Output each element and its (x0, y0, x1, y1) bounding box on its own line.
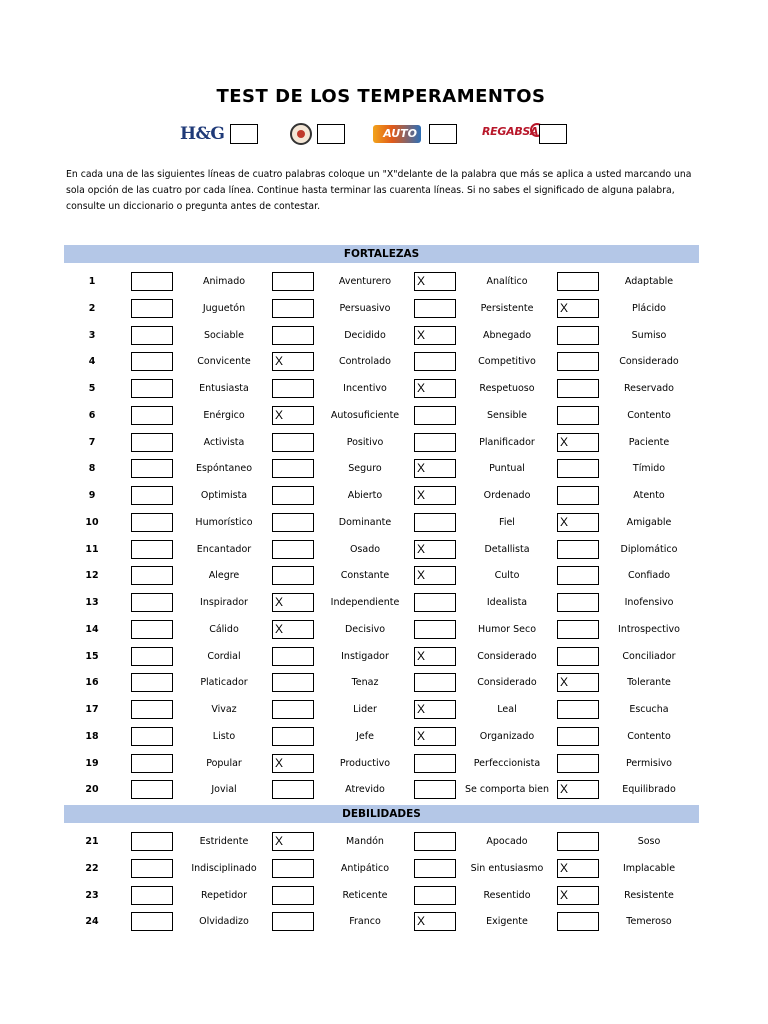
x-mark: X (417, 461, 426, 476)
option-label: Seguro (348, 463, 382, 475)
option-label: Popular (206, 757, 242, 769)
question-row (0, 299, 768, 321)
answer-checkbox[interactable] (557, 859, 599, 878)
row-number: 24 (85, 916, 99, 928)
option-label: Se comporta bien (464, 784, 550, 796)
option-label: Plácido (632, 302, 666, 314)
option-label: Organizado (479, 730, 535, 742)
answer-checkbox[interactable] (131, 406, 173, 425)
answer-checkbox[interactable] (414, 754, 456, 773)
answer-checkbox[interactable] (131, 566, 173, 585)
answer-checkbox[interactable] (131, 593, 173, 612)
x-mark: X (417, 648, 426, 663)
option-label: Tenaz (351, 677, 379, 689)
option-label: Introspectivo (618, 623, 680, 635)
regabsa-logo: REGABSA (482, 125, 539, 138)
option-label: Considerado (477, 650, 537, 662)
option-label: Diplomático (620, 543, 678, 555)
instructions-text: En cada una de las siguientes líneas de cuatro palabras coloque un "X"delante de la palabra que más se aplica a usted marcando una sola opción de las cuatro por cada línea. Continue hasta terminar las cuarenta líneas. Si no sabes el significado de alguna palabra, consulte un diccionario o pregunta antes de contestar. (66, 169, 692, 212)
x-mark: X (560, 887, 569, 902)
option-label: Tolerante (627, 677, 671, 689)
answer-checkbox[interactable] (272, 754, 314, 773)
row-number: 21 (85, 836, 99, 847)
answer-checkbox[interactable] (414, 326, 456, 345)
option-label: Humorístico (195, 516, 253, 528)
option-label: Apocado (486, 836, 528, 847)
question-row (0, 886, 768, 908)
x-mark: X (560, 675, 569, 690)
option-label: Osado (349, 543, 381, 555)
option-label: Franco (349, 916, 381, 928)
answer-checkbox[interactable] (131, 379, 173, 398)
x-mark: X (417, 488, 426, 502)
answer-checkbox[interactable] (414, 433, 456, 452)
x-mark: X (417, 381, 426, 395)
answer-checkbox[interactable] (557, 459, 599, 478)
answer-checkbox[interactable] (414, 912, 456, 931)
answer-checkbox[interactable] (131, 647, 173, 666)
option-label: Inspirador (200, 597, 248, 608)
option-label: Analítico (486, 276, 528, 287)
answer-checkbox[interactable] (557, 433, 599, 452)
section-header-debilidades: DEBILIDADES (64, 805, 699, 823)
answer-checkbox[interactable] (131, 859, 173, 878)
option-label: Leal (497, 704, 517, 715)
option-label: Animado (202, 276, 246, 287)
option-label: Equilibrado (622, 784, 676, 796)
option-label: Indisciplinado (191, 862, 257, 874)
row-number: 20 (85, 784, 99, 796)
answer-checkbox[interactable] (272, 513, 314, 532)
option-label: Convicente (197, 356, 251, 368)
answer-checkbox[interactable] (557, 566, 599, 585)
answer-checkbox[interactable] (414, 352, 456, 371)
question-row (0, 433, 768, 455)
option-label: Reticente (342, 889, 388, 901)
option-label: Resentido (483, 889, 531, 901)
option-label: Competitivo (478, 356, 536, 368)
answer-checkbox[interactable] (272, 859, 314, 878)
answer-checkbox[interactable] (272, 700, 314, 719)
question-row (0, 673, 768, 695)
option-label: Contento (627, 409, 671, 421)
answer-checkbox[interactable] (557, 754, 599, 773)
answer-checkbox[interactable] (272, 727, 314, 746)
answer-checkbox[interactable] (557, 593, 599, 612)
option-label: Detallista (484, 543, 530, 555)
answer-checkbox[interactable] (557, 673, 599, 692)
option-label: Decisivo (344, 623, 386, 635)
answer-checkbox[interactable] (272, 886, 314, 905)
row-number: 4 (88, 356, 96, 368)
answer-checkbox[interactable] (131, 459, 173, 478)
answer-checkbox[interactable] (414, 513, 456, 532)
question-row (0, 647, 768, 669)
option-label: Adaptable (624, 276, 674, 287)
answer-checkbox[interactable] (272, 647, 314, 666)
option-label: Paciente (628, 436, 670, 448)
answer-checkbox[interactable] (131, 540, 173, 559)
option-label: Sensible (487, 409, 527, 421)
question-row (0, 459, 768, 481)
row-number: 5 (88, 383, 96, 394)
row-number: 6 (88, 409, 96, 421)
option-label: Independiente (330, 597, 400, 608)
row-number: 23 (85, 889, 99, 901)
question-row (0, 754, 768, 776)
option-label: Sociable (203, 329, 245, 341)
option-label: Cordial (207, 650, 241, 662)
answer-checkbox[interactable] (131, 912, 173, 931)
answer-checkbox[interactable] (272, 593, 314, 612)
option-label: Resistente (624, 889, 674, 901)
option-label: Persuasivo (339, 302, 391, 314)
answer-checkbox[interactable] (557, 326, 599, 345)
answer-checkbox[interactable] (414, 540, 456, 559)
option-label: Juguetón (202, 302, 246, 314)
option-label: Autosuficiente (330, 409, 400, 421)
x-mark: X (417, 568, 426, 583)
answer-checkbox[interactable] (557, 379, 599, 398)
row-number: 1 (88, 276, 96, 287)
answer-checkbox[interactable] (131, 433, 173, 452)
answer-checkbox[interactable] (557, 886, 599, 905)
answer-checkbox[interactable] (272, 486, 314, 505)
row-number: 7 (88, 436, 96, 448)
option-label: Tímido (632, 463, 666, 475)
option-label: Confiado (627, 570, 671, 582)
answer-checkbox[interactable] (131, 513, 173, 532)
option-label: Controlado (338, 356, 391, 368)
question-row (0, 486, 768, 508)
option-label: Exigente (486, 916, 528, 928)
answer-checkbox[interactable] (272, 673, 314, 692)
option-label: Reservado (623, 383, 674, 394)
option-label: Escucha (629, 704, 669, 715)
answer-checkbox[interactable] (414, 700, 456, 719)
option-label: Platicador (200, 677, 248, 689)
x-mark: X (275, 407, 284, 422)
answer-checkbox[interactable] (414, 673, 456, 692)
option-label: Contento (627, 730, 671, 742)
option-label: Ordenado (483, 490, 531, 501)
row-number: 13 (85, 597, 99, 608)
answer-checkbox[interactable] (414, 566, 456, 585)
answer-checkbox[interactable] (414, 780, 456, 799)
answer-checkbox[interactable] (414, 886, 456, 905)
option-label: Lider (353, 704, 377, 715)
option-label: Olvidadizo (199, 916, 249, 928)
option-label: Culto (494, 570, 520, 582)
answer-checkbox[interactable] (272, 620, 314, 639)
x-mark: X (417, 274, 426, 288)
row-number: 11 (85, 543, 99, 555)
question-row (0, 326, 768, 348)
option-label: Inofensivo (624, 597, 674, 608)
option-label: Entusiasta (199, 383, 249, 394)
row-number: 22 (85, 862, 99, 874)
question-row (0, 727, 768, 749)
answer-checkbox[interactable] (131, 620, 173, 639)
option-label: Productivo (339, 757, 391, 769)
question-row (0, 272, 768, 294)
answer-checkbox[interactable] (557, 540, 599, 559)
option-label: Antipático (340, 862, 390, 874)
answer-checkbox[interactable] (557, 406, 599, 425)
x-mark: X (560, 514, 569, 529)
x-mark: X (275, 834, 284, 848)
option-label: Positivo (346, 436, 384, 448)
answer-checkbox[interactable] (272, 780, 314, 799)
answer-checkbox[interactable] (557, 727, 599, 746)
answer-checkbox[interactable] (272, 272, 314, 291)
row-number: 19 (85, 757, 99, 769)
answer-checkbox[interactable] (272, 912, 314, 931)
x-mark: X (417, 702, 426, 716)
option-label: Amigable (626, 516, 672, 528)
row-number: 3 (88, 329, 96, 341)
option-label: Fiel (499, 516, 515, 528)
option-label: Espóntaneo (195, 463, 253, 475)
answer-checkbox[interactable] (557, 352, 599, 371)
answer-checkbox[interactable] (414, 299, 456, 318)
option-label: Permisivo (626, 757, 672, 769)
option-label: Idealista (486, 597, 528, 608)
option-label: Encantador (196, 543, 252, 555)
option-label: Atrevido (345, 784, 385, 796)
option-label: Mandón (346, 836, 384, 847)
answer-checkbox[interactable] (557, 780, 599, 799)
option-label: Aventurero (338, 276, 392, 287)
answer-checkbox[interactable] (131, 673, 173, 692)
answer-checkbox[interactable] (272, 379, 314, 398)
question-row (0, 540, 768, 562)
answer-checkbox[interactable] (272, 459, 314, 478)
x-mark: X (560, 860, 569, 875)
answer-checkbox[interactable] (557, 620, 599, 639)
option-label: Instigador (341, 650, 389, 662)
answer-checkbox[interactable] (131, 754, 173, 773)
answer-checkbox[interactable] (414, 727, 456, 746)
question-row (0, 832, 768, 854)
answer-checkbox[interactable] (414, 647, 456, 666)
option-label: Abnegado (482, 329, 532, 341)
hg-checkbox[interactable] (230, 124, 258, 144)
option-label: Alegre (208, 570, 240, 582)
question-row (0, 780, 768, 802)
row-number: 14 (85, 623, 99, 635)
answer-checkbox[interactable] (272, 326, 314, 345)
question-row (0, 593, 768, 615)
answer-checkbox[interactable] (414, 593, 456, 612)
x-mark: X (417, 327, 426, 342)
answer-checkbox[interactable] (557, 700, 599, 719)
answer-checkbox[interactable] (131, 727, 173, 746)
option-label: Sin entusiasmo (470, 862, 544, 874)
option-label: Planificador (479, 436, 535, 448)
answer-checkbox[interactable] (131, 272, 173, 291)
answer-checkbox[interactable] (272, 352, 314, 371)
option-label: Abierto (347, 490, 383, 501)
answer-checkbox[interactable] (557, 832, 599, 851)
question-row (0, 700, 768, 722)
x-mark: X (417, 914, 426, 929)
answer-checkbox[interactable] (272, 540, 314, 559)
answer-checkbox[interactable] (557, 647, 599, 666)
answer-checkbox[interactable] (131, 486, 173, 505)
answer-checkbox[interactable] (557, 299, 599, 318)
option-label: Decidido (344, 329, 386, 341)
x-mark: X (275, 755, 284, 770)
option-label: Atento (633, 490, 665, 501)
option-label: Respetuoso (479, 383, 535, 394)
x-mark: X (560, 434, 569, 449)
answer-checkbox[interactable] (414, 620, 456, 639)
answer-checkbox[interactable] (414, 859, 456, 878)
section-header-fortalezas: FORTALEZAS (64, 245, 699, 263)
question-row (0, 379, 768, 401)
option-label: Jovial (211, 784, 237, 796)
row-number: 18 (85, 730, 99, 742)
row-number: 9 (88, 490, 96, 501)
answer-checkbox[interactable] (414, 486, 456, 505)
option-label: Perfeccionista (473, 757, 541, 769)
option-label: Repetidor (200, 889, 247, 901)
option-label: Persistente (480, 302, 534, 314)
option-label: Sumiso (631, 329, 667, 341)
option-label: Puntual (489, 463, 525, 475)
x-mark: X (417, 541, 426, 556)
question-row (0, 352, 768, 374)
row-number: 17 (85, 704, 99, 715)
option-label: Enérgico (203, 409, 245, 421)
option-label: Vivaz (211, 704, 237, 715)
answer-checkbox[interactable] (131, 299, 173, 318)
x-mark: X (275, 595, 284, 609)
question-row (0, 513, 768, 535)
page-title: TEST DE LOS TEMPERAMENTOS (216, 86, 546, 107)
answer-checkbox[interactable] (131, 780, 173, 799)
auto-checkbox[interactable] (429, 124, 457, 144)
option-label: Listo (212, 730, 236, 742)
option-label: Implacable (622, 862, 676, 874)
row-number: 10 (85, 516, 99, 528)
answer-checkbox[interactable] (131, 700, 173, 719)
option-label: Dominante (338, 516, 392, 528)
regabsa-checkbox[interactable] (539, 124, 567, 144)
option-label: Cálido (209, 623, 239, 635)
answer-checkbox[interactable] (131, 832, 173, 851)
answer-checkbox[interactable] (414, 379, 456, 398)
answer-checkbox[interactable] (272, 566, 314, 585)
x-mark: X (275, 354, 284, 369)
question-row (0, 566, 768, 588)
x-mark: X (275, 621, 284, 636)
x-mark: X (560, 782, 569, 797)
hg-logo: H&G (180, 124, 225, 144)
answer-checkbox[interactable] (131, 886, 173, 905)
option-label: Constante (340, 570, 390, 582)
answer-checkbox[interactable] (557, 513, 599, 532)
badge-logo (290, 123, 312, 145)
logo-strip (180, 122, 580, 148)
answer-checkbox[interactable] (414, 406, 456, 425)
option-label: Incentivo (343, 383, 387, 394)
row-number: 2 (88, 302, 96, 314)
row-number: 15 (85, 650, 99, 662)
x-mark: X (560, 300, 569, 315)
row-number: 12 (85, 570, 99, 582)
answer-checkbox[interactable] (557, 912, 599, 931)
option-label: Temeroso (626, 916, 672, 928)
option-label: Jefe (356, 730, 374, 742)
option-label: Soso (637, 836, 661, 847)
auto-logo: AUTO (373, 125, 421, 143)
option-label: Estridente (199, 836, 249, 847)
answer-checkbox[interactable] (272, 299, 314, 318)
answer-checkbox[interactable] (557, 272, 599, 291)
row-number: 8 (88, 463, 96, 475)
option-label: Considerado (477, 677, 537, 689)
question-row (0, 859, 768, 881)
question-row (0, 406, 768, 428)
answer-checkbox[interactable] (414, 272, 456, 291)
x-mark: X (417, 728, 426, 743)
option-label: Humor Seco (477, 623, 537, 635)
answer-checkbox[interactable] (272, 832, 314, 851)
question-row (0, 912, 768, 934)
option-label: Conciliador (622, 650, 676, 662)
answer-checkbox[interactable] (131, 352, 173, 371)
answer-checkbox[interactable] (414, 459, 456, 478)
badge-checkbox[interactable] (317, 124, 345, 144)
answer-checkbox[interactable] (272, 433, 314, 452)
option-label: Optimista (200, 490, 248, 501)
row-number: 16 (85, 677, 99, 689)
option-label: Activista (203, 436, 245, 448)
answer-checkbox[interactable] (272, 406, 314, 425)
question-row (0, 620, 768, 642)
answer-checkbox[interactable] (131, 326, 173, 345)
answer-checkbox[interactable] (557, 486, 599, 505)
answer-checkbox[interactable] (414, 832, 456, 851)
option-label: Considerado (619, 356, 679, 368)
